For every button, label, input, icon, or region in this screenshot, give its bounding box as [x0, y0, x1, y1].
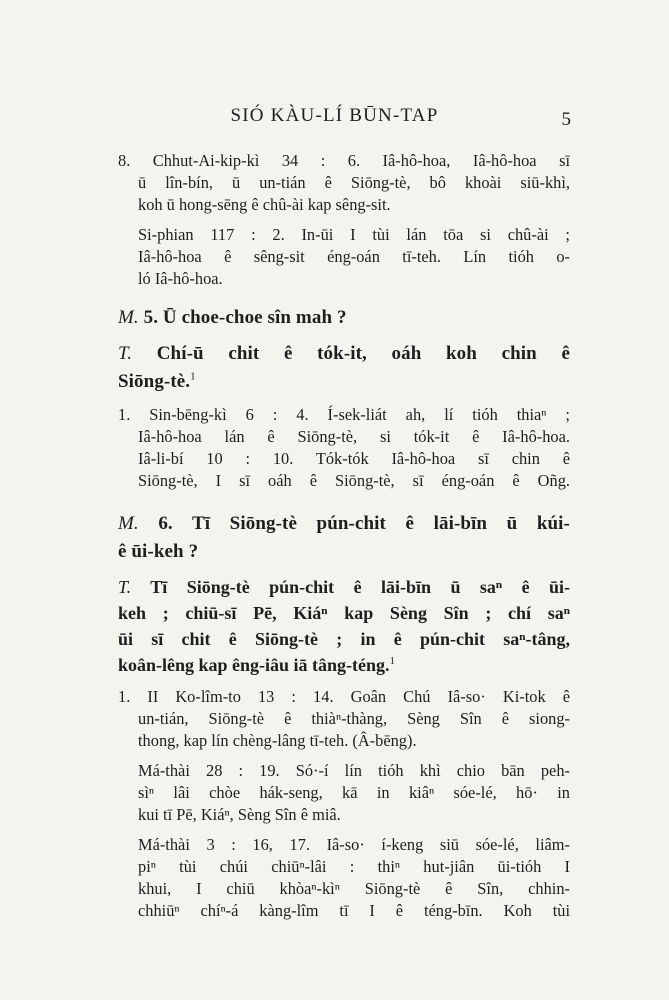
text-line: Siōng-tè, I sī oáh ê Siōng-tè, sī éng-oán ê Oñg.: [138, 471, 570, 490]
running-header: [0, 105, 669, 129]
text-line: ū lîn-bín, ū un-tián ê Siōng-tè, bô khoài siū-khì,: [138, 173, 570, 192]
answer-6-line: koân-lêng kap êng-iâu iā tâng-téng.$^1$: [118, 655, 396, 675]
answer-6: T. Tī Siōng-tè pún-chit ê lāi-bīn ū saⁿ ê ūi-: [118, 577, 570, 597]
answer-6-line: keh ; chiū-sī Pē, Kiáⁿ kap Sèng Sîn ; chí saⁿ: [118, 603, 570, 623]
text-line: koh ū hong-sēng ê chû-ài kap sêng-sit.: [138, 195, 391, 214]
footnote-mark: 1: [389, 655, 396, 667]
text-line: un-tián, Siōng-tè ê thiàⁿ-thàng, Sèng Sîn ê siong-: [138, 709, 570, 728]
running-title: SIÓ KÀU-LÍ BŪN-TAP: [230, 105, 439, 126]
page-body: [118, 150, 570, 922]
text-line: ló Iâ-hô-hoa.: [138, 269, 223, 288]
question-6-cont: ê ūi-keh ?: [118, 541, 199, 562]
text-line: chhiūⁿ chíⁿ-á kàng-lîm tī I ê téng-bīn. Koh tùi: [138, 901, 570, 920]
text-line: khui, I chiū khòaⁿ-kìⁿ Siōng-tè ê Sîn, chhin-: [138, 879, 570, 898]
text-line: Iâ-li-bí 10 : 10. Tók-tók Iâ-hô-hoa sī chin ê: [138, 449, 570, 468]
text-line: thong, kap lín chèng-lâng tī-teh. (Â-bēng).: [138, 731, 417, 750]
question-6: M. 6. Tī Siōng-tè pún-chit ê lāi-bīn ū kúi-: [118, 513, 570, 534]
speaker-marker: M.: [118, 513, 139, 534]
text-line: 1. Sin-bēng-kì 6 : 4. Í-sek-liát ah, lí tióh thiaⁿ ;: [118, 405, 570, 424]
speaker-marker: T.: [118, 343, 133, 364]
text-line: kui tī Pē, Kiáⁿ, Sèng Sîn ê miâ.: [138, 805, 341, 824]
footnote-mark: 1: [190, 370, 196, 383]
text-line: Si-phian 117 : 2. In-ūi I tùi lán tōa si chû-ài ;: [138, 225, 570, 244]
answer-5: T. Chí-ū chit ê tók-it, oáh koh chin ê: [118, 343, 570, 364]
text-line: sìⁿ lâi chòe hák-seng, kā in kiâⁿ sóe-lé, hō· in: [138, 783, 570, 802]
text-line: 8. Chhut-Ai-kip-kì 34 : 6. Iâ-hô-hoa, Iâ-hô-hoa sī: [118, 151, 570, 170]
page-number: 5: [561, 109, 571, 130]
speaker-marker: M.: [118, 307, 139, 328]
text-line: Má-thài 3 : 16, 17. Iâ-so· í-keng siū sóe-lé, liâm-: [138, 835, 570, 854]
question-5: M. 5. Ū choe-choe sîn mah ?: [118, 307, 347, 328]
text-line: Iâ-hô-hoa lán ê Siōng-tè, si tók-it ê Iâ-hô-hoa.: [138, 427, 570, 446]
text-line: 1. II Ko-lîm-to 13 : 14. Goân Chú Iâ-so· Ki-tok ê: [118, 687, 570, 706]
speaker-marker: T.: [118, 577, 132, 597]
text-line: Iâ-hô-hoa ê sêng-sit éng-oán tī-teh. Lín tióh o-: [138, 247, 570, 266]
answer-6-line: ūi sī chit ê Siōng-tè ; in ê pún-chit saⁿ-tâng,: [118, 629, 570, 649]
answer-5-cont: Siōng-tè.$^1$: [118, 370, 196, 392]
text-line: piⁿ tùi chúi chiūⁿ-lâi : thiⁿ hut-jiân ūi-tióh I: [138, 857, 570, 876]
text-line: Má-thài 28 : 19. Só·-í lín tióh khì chio bān peh-: [138, 761, 570, 780]
